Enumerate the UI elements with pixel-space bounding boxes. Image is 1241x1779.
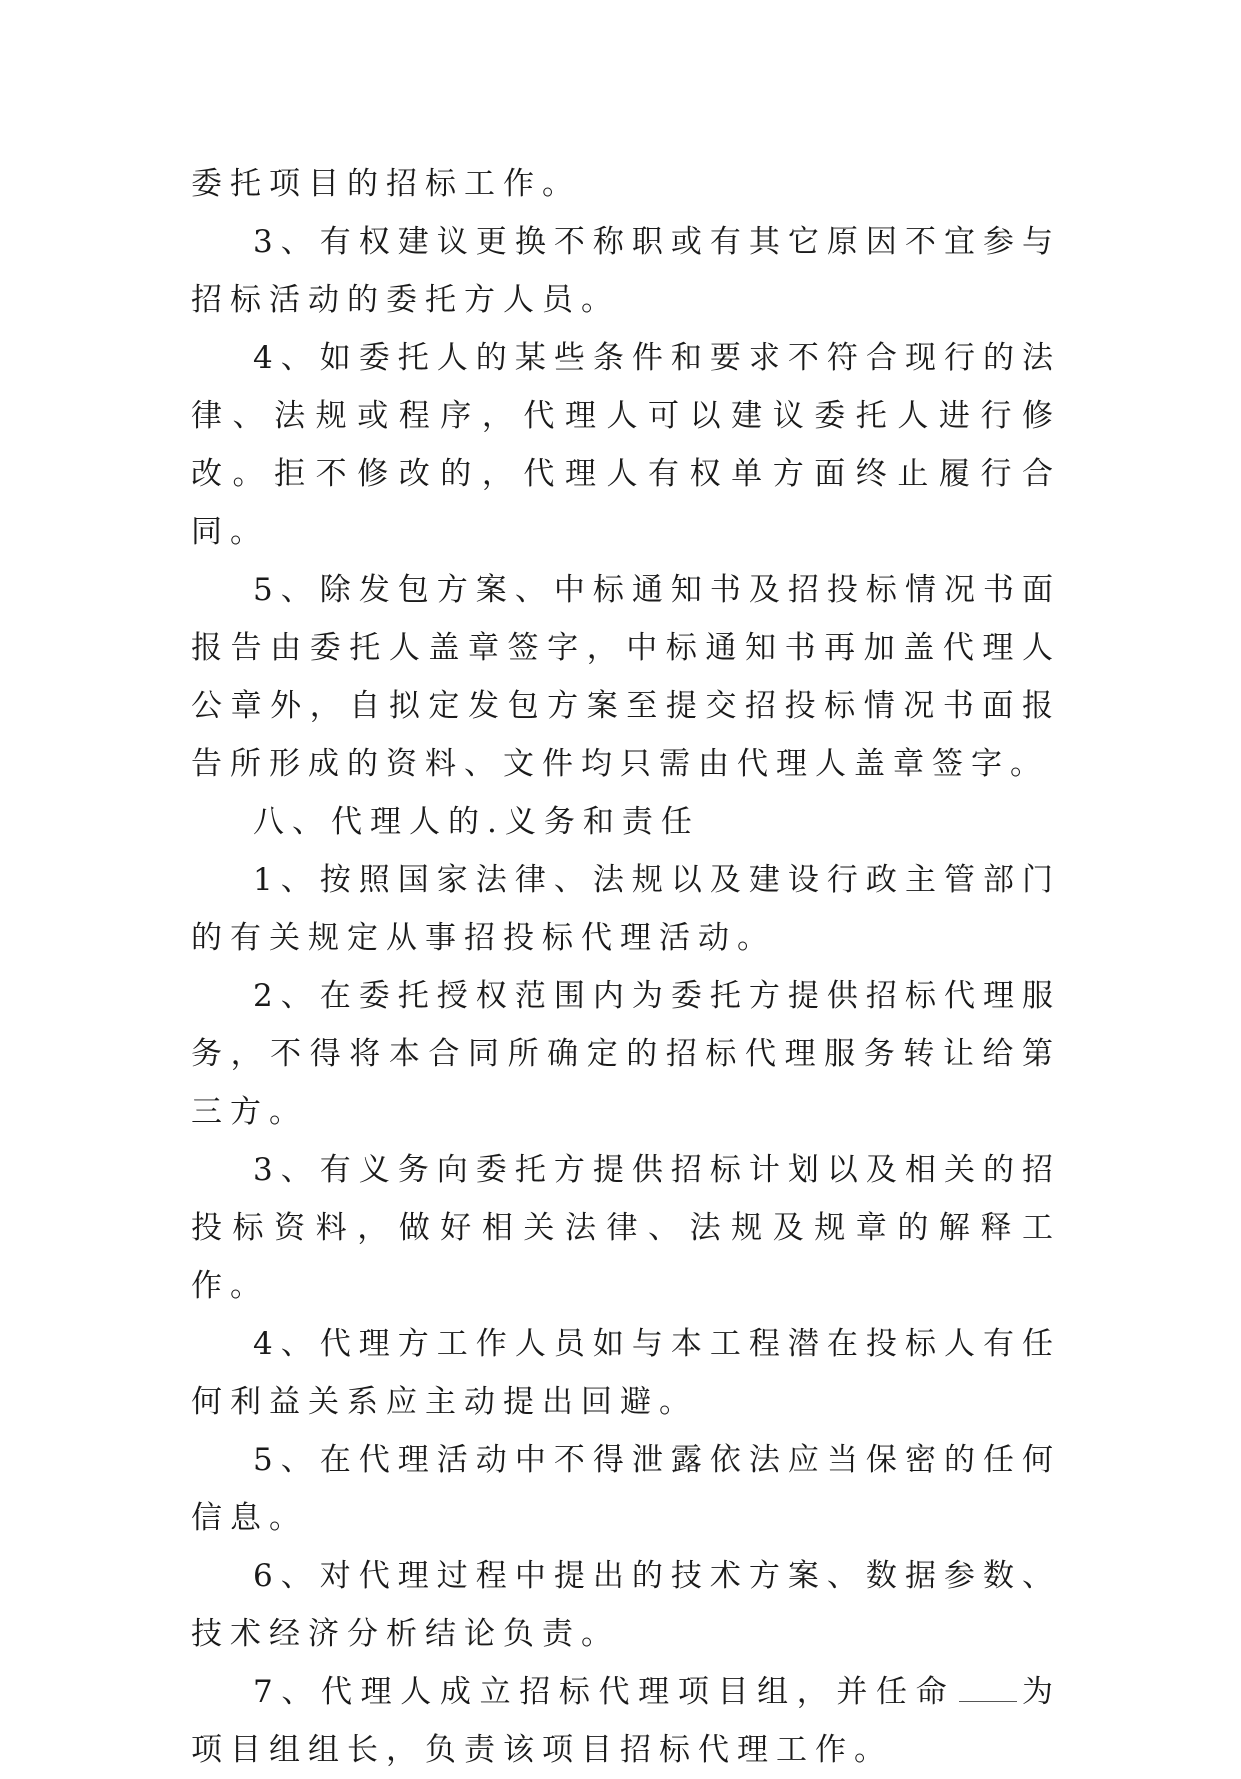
paragraph: 6、对代理过程中提出的技术方案、数据参数、技术经济分析结论负责。 [191, 1558, 1061, 1652]
paragraph: 4、如委托人的某些条件和要求不符合现行的法律、法规或程序，代理人可以建议委托人进行修改。拒不修改的，代理人有权单方面终止履行合同。 [191, 340, 1061, 550]
paragraph: 2、在委托授权范围内为委托方提供招标代理服务，不得将本合同所确定的招标代理服务转让给第三方。 [191, 978, 1061, 1130]
document-body [191, 155, 1061, 1779]
paragraph-text-before-blank: 7、代理人成立招标代理项目组，并任命 [253, 1674, 956, 1710]
paragraph: 3、有义务向委托方提供招标计划以及相关的招投标资料，做好相关法律、法规及规章的解释工作。 [191, 1152, 1061, 1304]
paragraph: 5、除发包方案、中标通知书及招投标情况书面报告由委托人盖章签字，中标通知书再加盖代理人公章外，自拟定发包方案至提交招投标情况书面报告所形成的资料、文件均只需由代理人盖章签字。 [191, 572, 1061, 782]
paragraph: 4、代理方工作人员如与本工程潜在投标人有任何利益关系应主动提出回避。 [191, 1326, 1061, 1420]
paragraph: 5、在代理活动中不得泄露依法应当保密的任何信息。 [191, 1442, 1061, 1536]
fill-in-blank [959, 1677, 1017, 1702]
paragraph: 3、有权建议更换不称职或有其它原因不宜参与招标活动的委托方人员。 [191, 224, 1061, 318]
paragraph: 1、按照国家法律、法规以及建设行政主管部门的有关规定从事招投标代理活动。 [191, 862, 1061, 956]
paragraph-text-after-blank: 为项目组组长，负责该项目招标代理工作。 [191, 1674, 1061, 1768]
section-heading: 八、代理人的.义务和责任 [253, 804, 700, 840]
paragraph: 委托项目的招标工作。 [191, 166, 581, 202]
paragraph-with-blank [191, 1663, 1061, 1779]
